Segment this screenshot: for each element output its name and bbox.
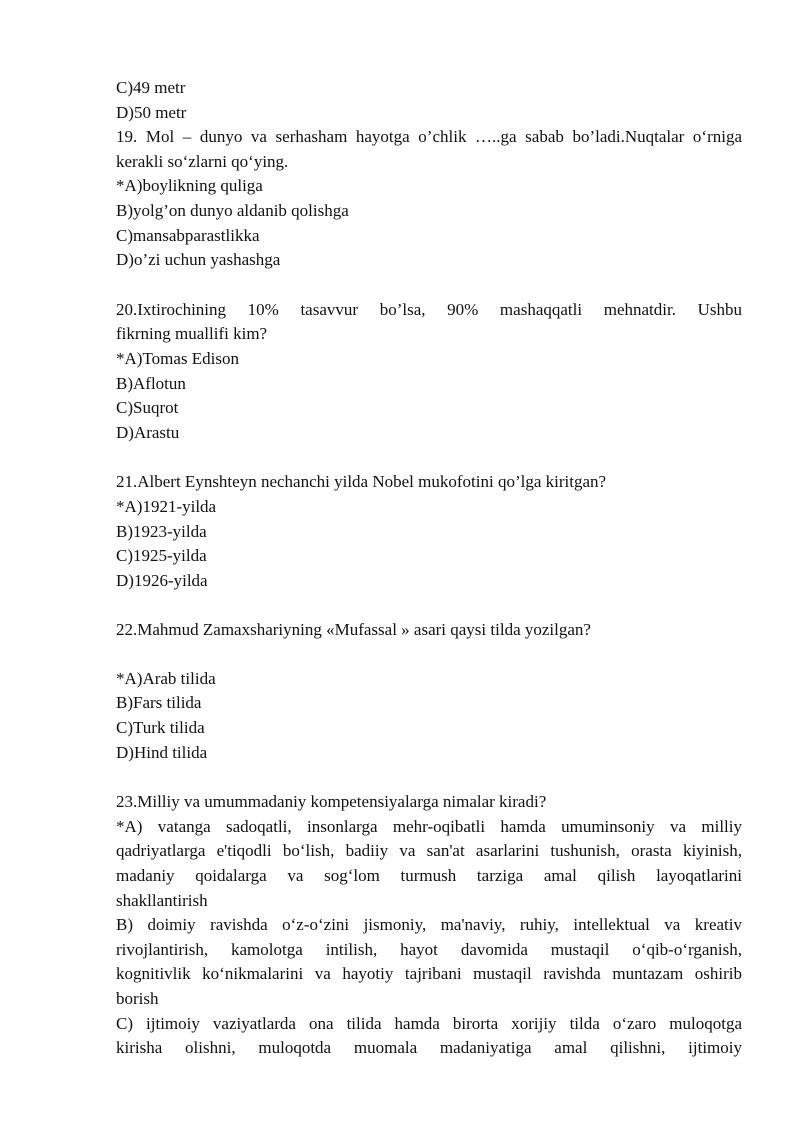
q20-option-c: C)Suqrot — [116, 398, 179, 418]
q19-option-a: *A)boylikning quliga — [116, 176, 263, 196]
q23-option-c-line: kirisha olishni, muloqotda muomala madaniyatiga amal qilishni, ijtimoiy — [116, 1038, 742, 1058]
q19-option-b: B)yolg’on dunyo aldanib qolishga — [116, 200, 349, 220]
q19-option-d: D)o’zi uchun yashashga — [116, 250, 281, 270]
q19-option-c: C)mansabparastlikka — [116, 225, 260, 245]
q23-option-a-line: qadriyatlarga e'tiqodli bo‘lish, badiiy va san'at asarlarini tushunish, orasta kiyinish, — [116, 841, 742, 861]
option-c: C)49 metr — [116, 78, 186, 97]
q21-option-b: B)1923-yilda — [116, 521, 207, 541]
question-23-text: 23.Milliy va umummadaniy kompetensiyalarga nimalar kiradi? — [116, 792, 547, 812]
question-19-text: 19. Mol – dunyo va serhasham hayotga o’chlik …..ga sabab bo’ladi.Nuqtalar o‘rniga — [116, 127, 742, 147]
q20-option-d: D)Arastu — [116, 422, 180, 442]
question-20-text: 20.Ixtirochining 10% tasavvur bo’lsa, 90% mashaqqatli mehnatdir. Ushbu — [116, 299, 742, 319]
q21-option-d: D)1926-yilda — [116, 570, 208, 590]
q21-option-c: C)1925-yilda — [116, 546, 207, 566]
q22-option-c: C)Turk tilida — [116, 718, 205, 738]
q23-option-a-line: madaniy qoidalarga va sog‘lom turmush tarziga amal qilish layoqatlarini — [116, 866, 742, 886]
q23-option-c-line: C) ijtimoiy vaziyatlarda ona tilida hamda birorta xorijiy tilda o‘zaro muloqotga — [116, 1013, 742, 1033]
q20-option-b: B)Aflotun — [116, 373, 186, 393]
q22-option-a: *A)Arab tilida — [116, 668, 216, 688]
question-19-text-cont: kerakli so‘zlarni qo‘ying. — [116, 151, 289, 171]
q20-option-a: *A)Tomas Edison — [116, 348, 239, 368]
question-20-text-cont: fikrning muallifi kim? — [116, 324, 268, 344]
option-d: D)50 metr — [116, 102, 187, 122]
q23-option-b-line: B) doimiy ravishda o‘z-o‘zini jismoniy, ma'naviy, ruhiy, intellektual va kreativ — [116, 915, 742, 935]
question-22-text: 22.Mahmud Zamaxshariyning «Mufassal » asari qaysi tilda yozilgan? — [116, 620, 591, 640]
q22-option-b: B)Fars tilida — [116, 693, 202, 713]
q23-option-a-line: shakllantirish — [116, 890, 208, 910]
q23-option-b-line: borish — [116, 989, 159, 1008]
document-page — [116, 76, 742, 1061]
q21-option-a: *A)1921-yilda — [116, 496, 217, 516]
q23-option-a-line: *A) vatanga sadoqatli, insonlarga mehr-oqibatli hamda umuminsoniy va milliy — [116, 816, 742, 836]
q23-option-b-line: kognitivlik ko‘nikmalarini va hayotiy tajribani mustaqil ravishda muntazam oshirib — [116, 964, 742, 984]
q23-option-b-line: rivojlantirish, kamolotga intilish, hayot davomida mustaqil o‘qib-o‘rganish, — [116, 939, 742, 959]
q22-option-d: D)Hind tilida — [116, 742, 208, 762]
question-21-text: 21.Albert Eynshteyn nechanchi yilda Nobel mukofotini qo’lga kiritgan? — [116, 472, 607, 492]
